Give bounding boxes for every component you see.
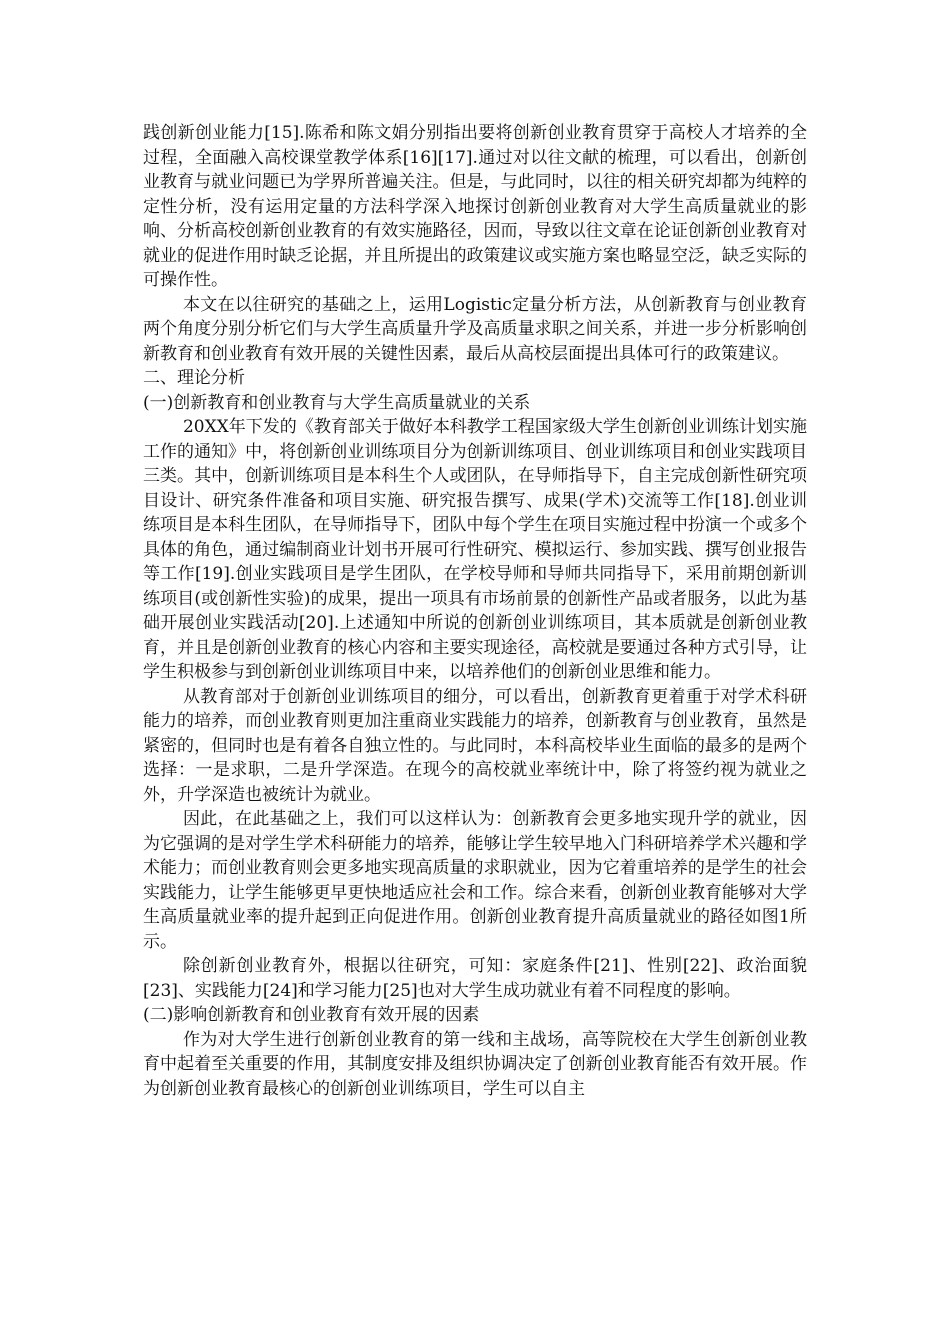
subsection-heading-2: (二)影响创新教育和创业教育有效开展的因素 xyxy=(143,1005,480,1025)
paragraph-training-program: 20XX年下发的《教育部关于做好本科教学工程国家级大学生创新创业训练计划实施工作的通知》中，将创新创业训练项目分为创新训练项目、创业训练项目和创业实践项目三类。其中，创新训练项目是本科生个人或团队，在导师指导下，自主完成创新性研究项目设计、研究条件准备和项目实施、研究报告撰写、成果(学术)交流等工作[18].创业训练项目是本科生团队，在导师指导下，团队中每个学生在项目实施过程中扮演一个或多个具体的角色，通过编制商业计划书开展可行性研究、模拟运行、参加实践、撰写创业报告等工作[19].创业实践项目是学生团队，在学校导师和导师共同指导下，采用前期创新训练项目(或创新性实验)的成果，提出一项具有市场前景的创新性产品或者服务，以此为基础开展创业实践活动[20].上述通知中所说的创新创业训练项目，其本质就是创新创业教育，并且是创新创业教育的核心内容和主要实现途径，高校就是要通过各种方式引导，让学生积极参与到创新创业训练项目中来，以培养他们的创新创业思维和能力。 xyxy=(143,417,807,682)
paragraph-research-approach: 本文在以往研究的基础之上，运用Logistic定量分析方法，从创新教育与创业教育两个角度分别分析它们与大学生高质量升学及高质量求职之间关系，并进一步分析影响创新教育和创业教育有效开展的关键性因素，最后从高校层面提出具体可行的政策建议。 xyxy=(143,294,807,364)
subsection-heading-1: (一)创新教育和创业教育与大学生高质量就业的关系 xyxy=(143,392,531,413)
document-body xyxy=(143,121,807,1101)
section-heading-theory: 二、理论分析 xyxy=(143,368,245,388)
paragraph-other-factors: 除创新创业教育外，根据以往研究，可知：家庭条件[21]、性别[22]、政治面貌[23]、实践能力[24]和学习能力[25]也对大学生成功就业有着不同程度的影响。 xyxy=(143,956,807,1001)
paragraph-hypothesis: 因此，在此基础之上，我们可以这样认为：创新教育会更多地实现升学的就业，因为它强调的是对学生学术科研能力的培养，能够让学生较早地入门科研培养学术兴趣和学术能力；而创业教育则会更多地实现高质量的求职就业，因为它着重培养的是学生的社会实践能力，让学生能够更早更快地适应社会和工作。综合来看，创新创业教育能够对大学生高质量就业率的提升起到正向促进作用。创新创业教育提升高质量就业的路径如图1所示。 xyxy=(143,809,807,952)
paragraph-continuation: 践创新创业能力[15].陈希和陈文娟分别指出要将创新创业教育贯穿于高校人才培养的全过程，全面融入高校课堂教学体系[16][17].通过对以往文献的梳理，可以看出，创新创业教育与就业问题已为学界所普遍关注。但是，与此同时，以往的相关研究却都为纯粹的定性分析，没有运用定量的方法科学深入地探讨创新创业教育对大学生高质量就业的影响、分析高校创新创业教育的有效实施路径，因而，导致以往文章在论证创新创业教育对就业的促进作用时缺乏论据，并且所提出的政策建议或实施方案也略显空泛，缺乏实际的可操作性。 xyxy=(143,123,807,290)
paragraph-university-role: 作为对大学生进行创新创业教育的第一线和主战场，高等院校在大学生创新创业教育中起着至关重要的作用，其制度安排及组织协调决定了创新创业教育能否有效开展。作为创新创业教育最核心的创新创业训练项目，学生可以自主 xyxy=(143,1029,807,1099)
paragraph-innovation-vs-entrepreneurship: 从教育部对于创新创业训练项目的细分，可以看出，创新教育更着重于对学术科研能力的培养，而创业教育则更加注重商业实践能力的培养，创新教育与创业教育，虽然是紧密的，但同时也是有着各自独立性的。与此同时，本科高校毕业生面临的最多的是两个选择：一是求职，二是升学深造。在现今的高校就业率统计中，除了将签约视为就业之外，升学深造也被统计为就业。 xyxy=(143,686,807,805)
